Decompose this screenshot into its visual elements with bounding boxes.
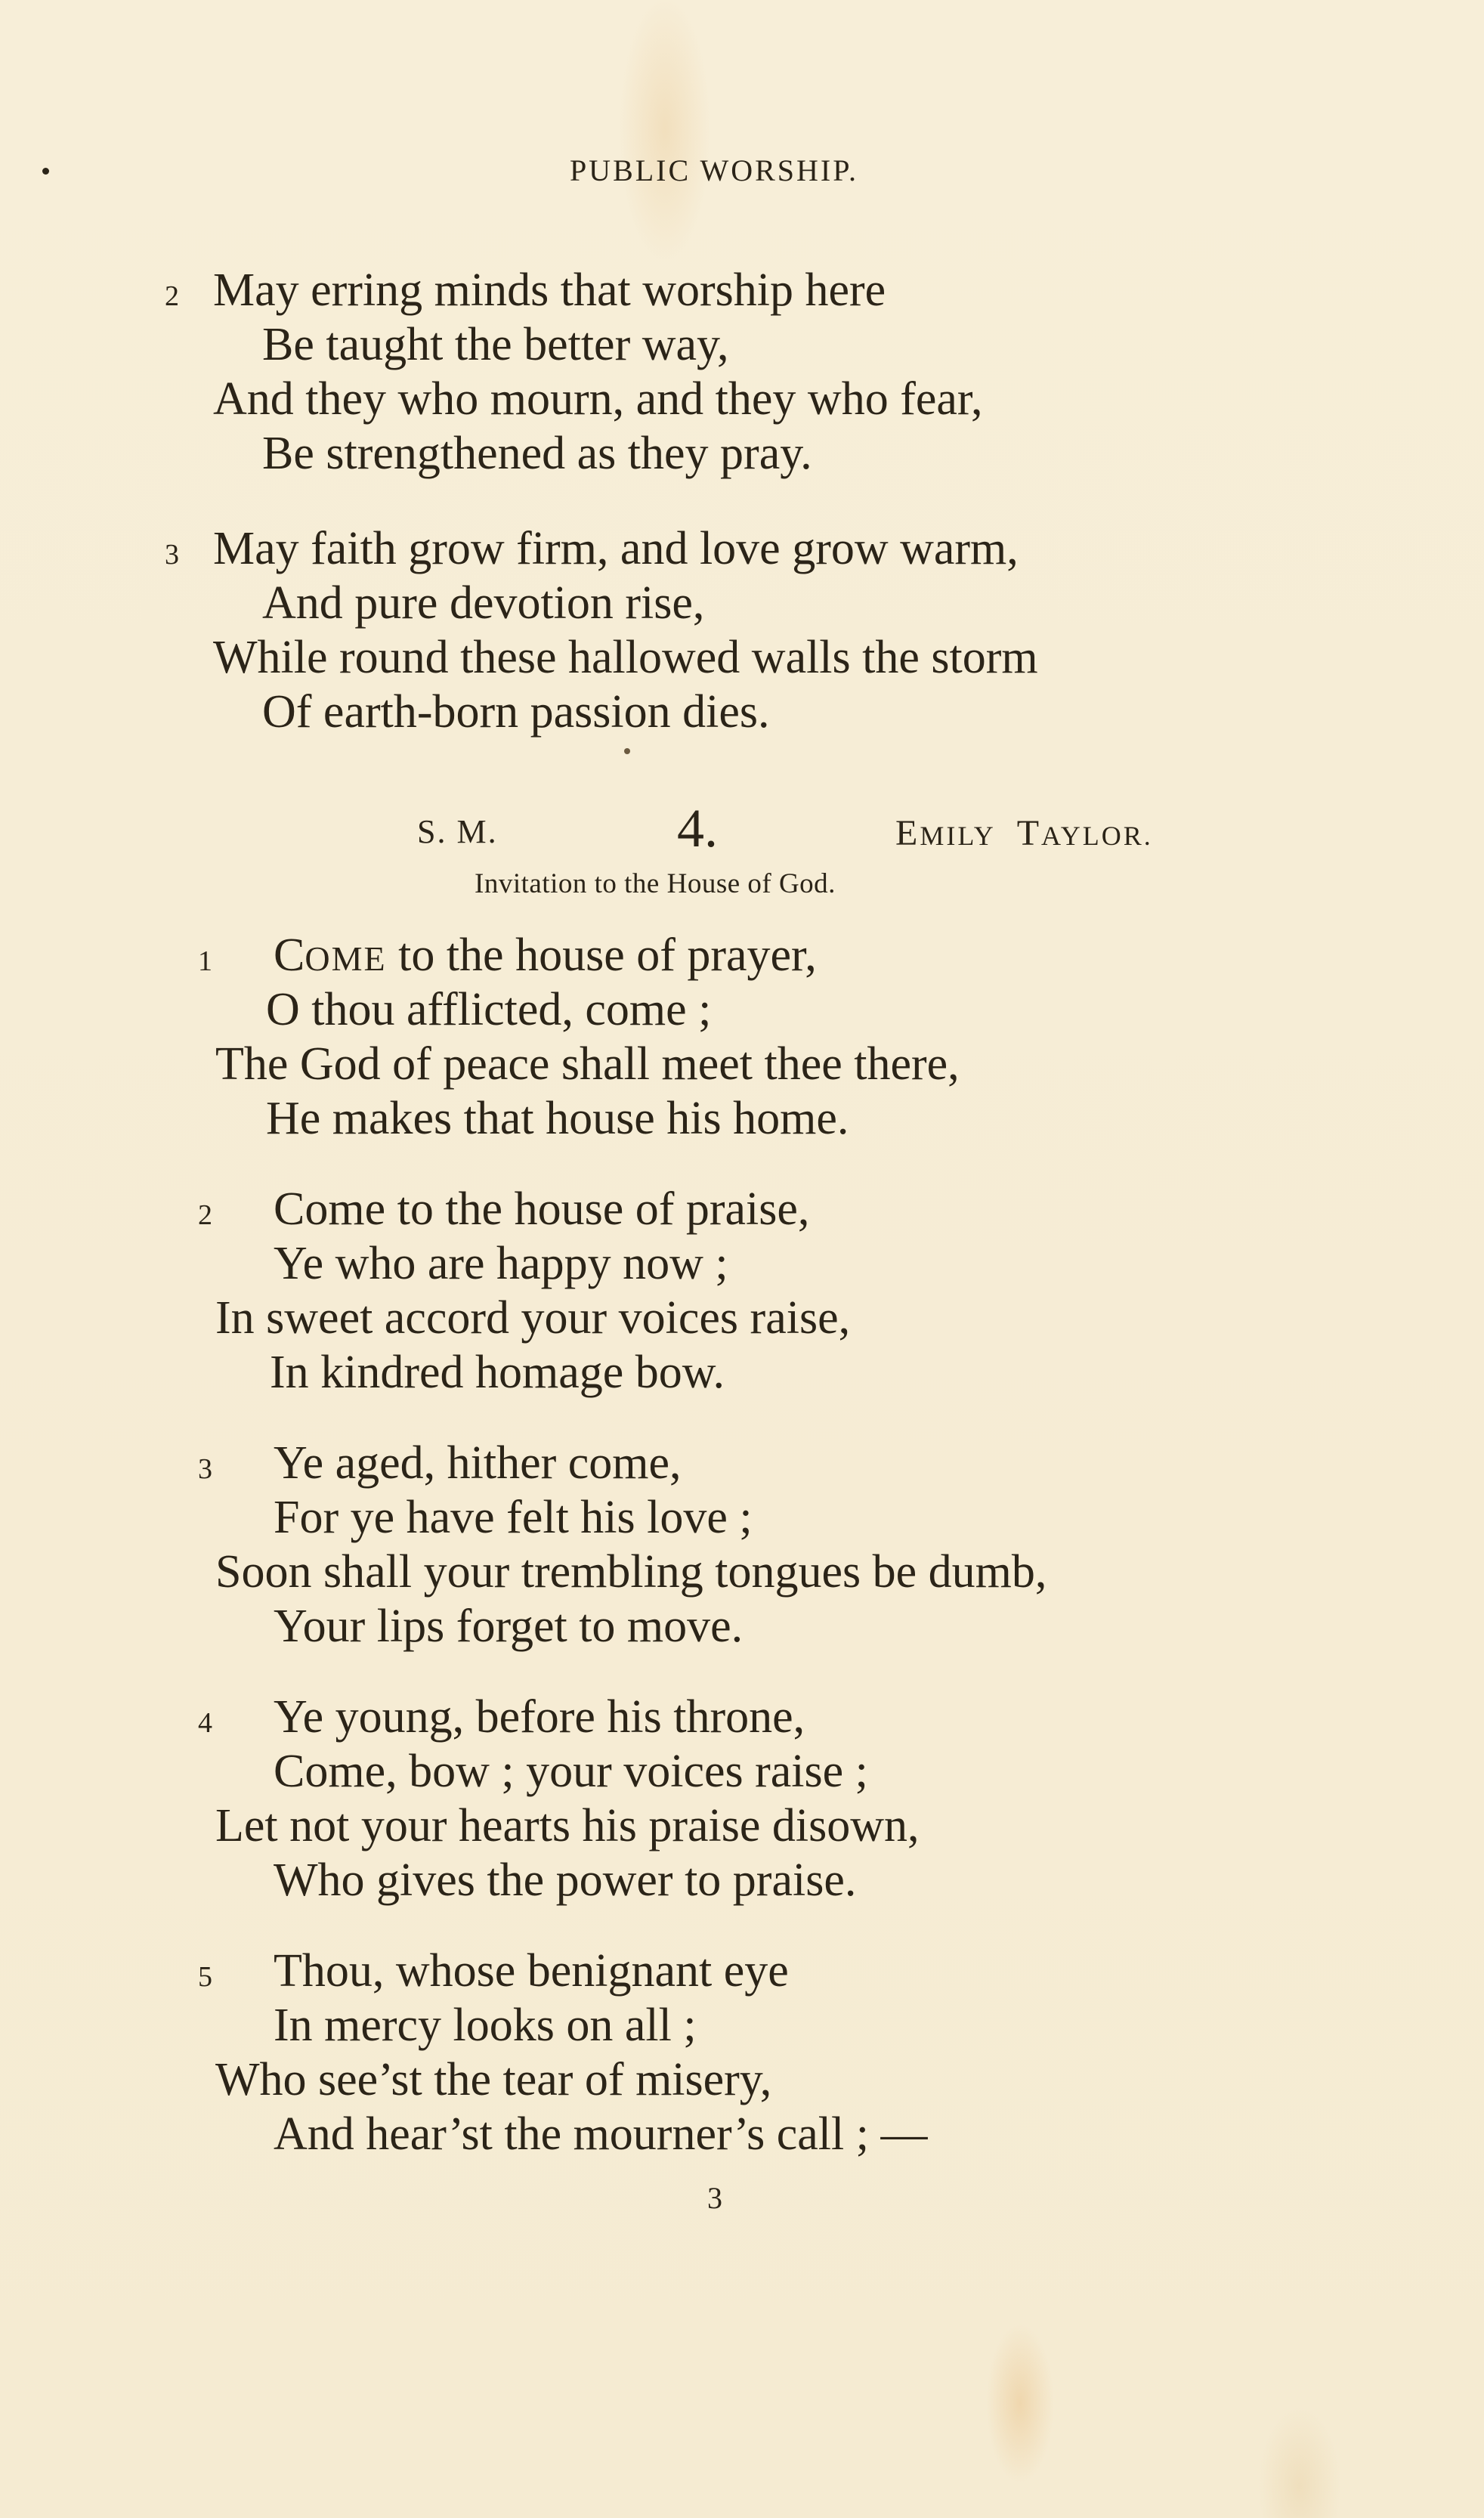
verse-line: Soon shall your trembling tongues be dumb,: [215, 1546, 1047, 1598]
hymn-number: 4.: [677, 798, 718, 858]
hymn-title: Invitation to the House of God.: [475, 868, 836, 899]
verse-line: Of earth-born passion dies.: [262, 686, 770, 738]
stanza-number: 2: [165, 280, 179, 312]
hymn-heading: [0, 797, 1484, 858]
stanza-number: 1: [198, 945, 212, 977]
verse-line: Be strengthened as they pray.: [262, 428, 812, 479]
verse-line: Thou, whose benignant eye: [274, 1945, 789, 1997]
verse-line: May faith grow firm, and love grow warm,: [213, 523, 1019, 574]
verse-line: And pure devotion rise,: [262, 577, 705, 629]
verse-line: And they who mourn, and they who fear,: [213, 373, 983, 425]
hymn-meter: S. M.: [417, 813, 498, 850]
author-name-part: MILY: [920, 821, 996, 851]
drop-word-initial: C: [274, 930, 305, 981]
verse-line: And hear’st the mourner’s call ; —: [274, 2108, 928, 2160]
ink-speck: [624, 748, 630, 754]
verse-line: In kindred homage bow.: [270, 1347, 725, 1398]
stanza-number: 3: [165, 539, 179, 571]
verse-line: In mercy looks on all ;: [274, 2000, 697, 2051]
running-head: PUBLIC WORSHIP.: [569, 153, 859, 187]
first-line-rest: to the house of prayer,: [386, 930, 817, 981]
verse-line: Ye aged, hither come,: [274, 1437, 682, 1489]
verse-line: Ye who are happy now ;: [274, 1238, 728, 1289]
page-number: 3: [707, 2181, 722, 2215]
stanza-number: 2: [198, 1199, 212, 1231]
verse-line: [274, 928, 817, 986]
verse-line: The God of peace shall meet thee there,: [215, 1038, 960, 1090]
verse-line: Who see’st the tear of misery,: [215, 2054, 772, 2105]
verse-line: While round these hallowed walls the storm: [213, 632, 1038, 683]
verse-line: In sweet accord your voices raise,: [215, 1292, 851, 1344]
verse-line: Who gives the power to praise.: [274, 1854, 857, 1906]
drop-word-rest: OME: [305, 939, 387, 978]
author-name-part: AYLOR.: [1041, 821, 1153, 851]
verse-line: For ye have felt his love ;: [274, 1492, 753, 1543]
verse-line: May erring minds that worship here: [213, 264, 886, 316]
stanza-number: 3: [198, 1453, 212, 1485]
verse-line: Let not your hearts his praise disown,: [215, 1800, 920, 1851]
verse-line: He makes that house his home.: [266, 1093, 849, 1144]
verse-line: Be taught the better way,: [262, 319, 729, 370]
verse-line: Come to the house of praise,: [274, 1183, 810, 1235]
verse-line: Come, bow ; your voices raise ;: [274, 1746, 868, 1797]
verse-line: Your lips forget to move.: [274, 1601, 744, 1652]
verse-line: Ye young, before his throne,: [274, 1691, 805, 1743]
author-initial: E: [895, 813, 920, 853]
hymn-author: [895, 812, 1153, 854]
stanza-number: 5: [198, 1961, 212, 1993]
stanza-number: 4: [198, 1707, 212, 1739]
verse-line: O thou afflicted, come ;: [266, 984, 712, 1035]
author-initial: T: [1016, 813, 1042, 853]
